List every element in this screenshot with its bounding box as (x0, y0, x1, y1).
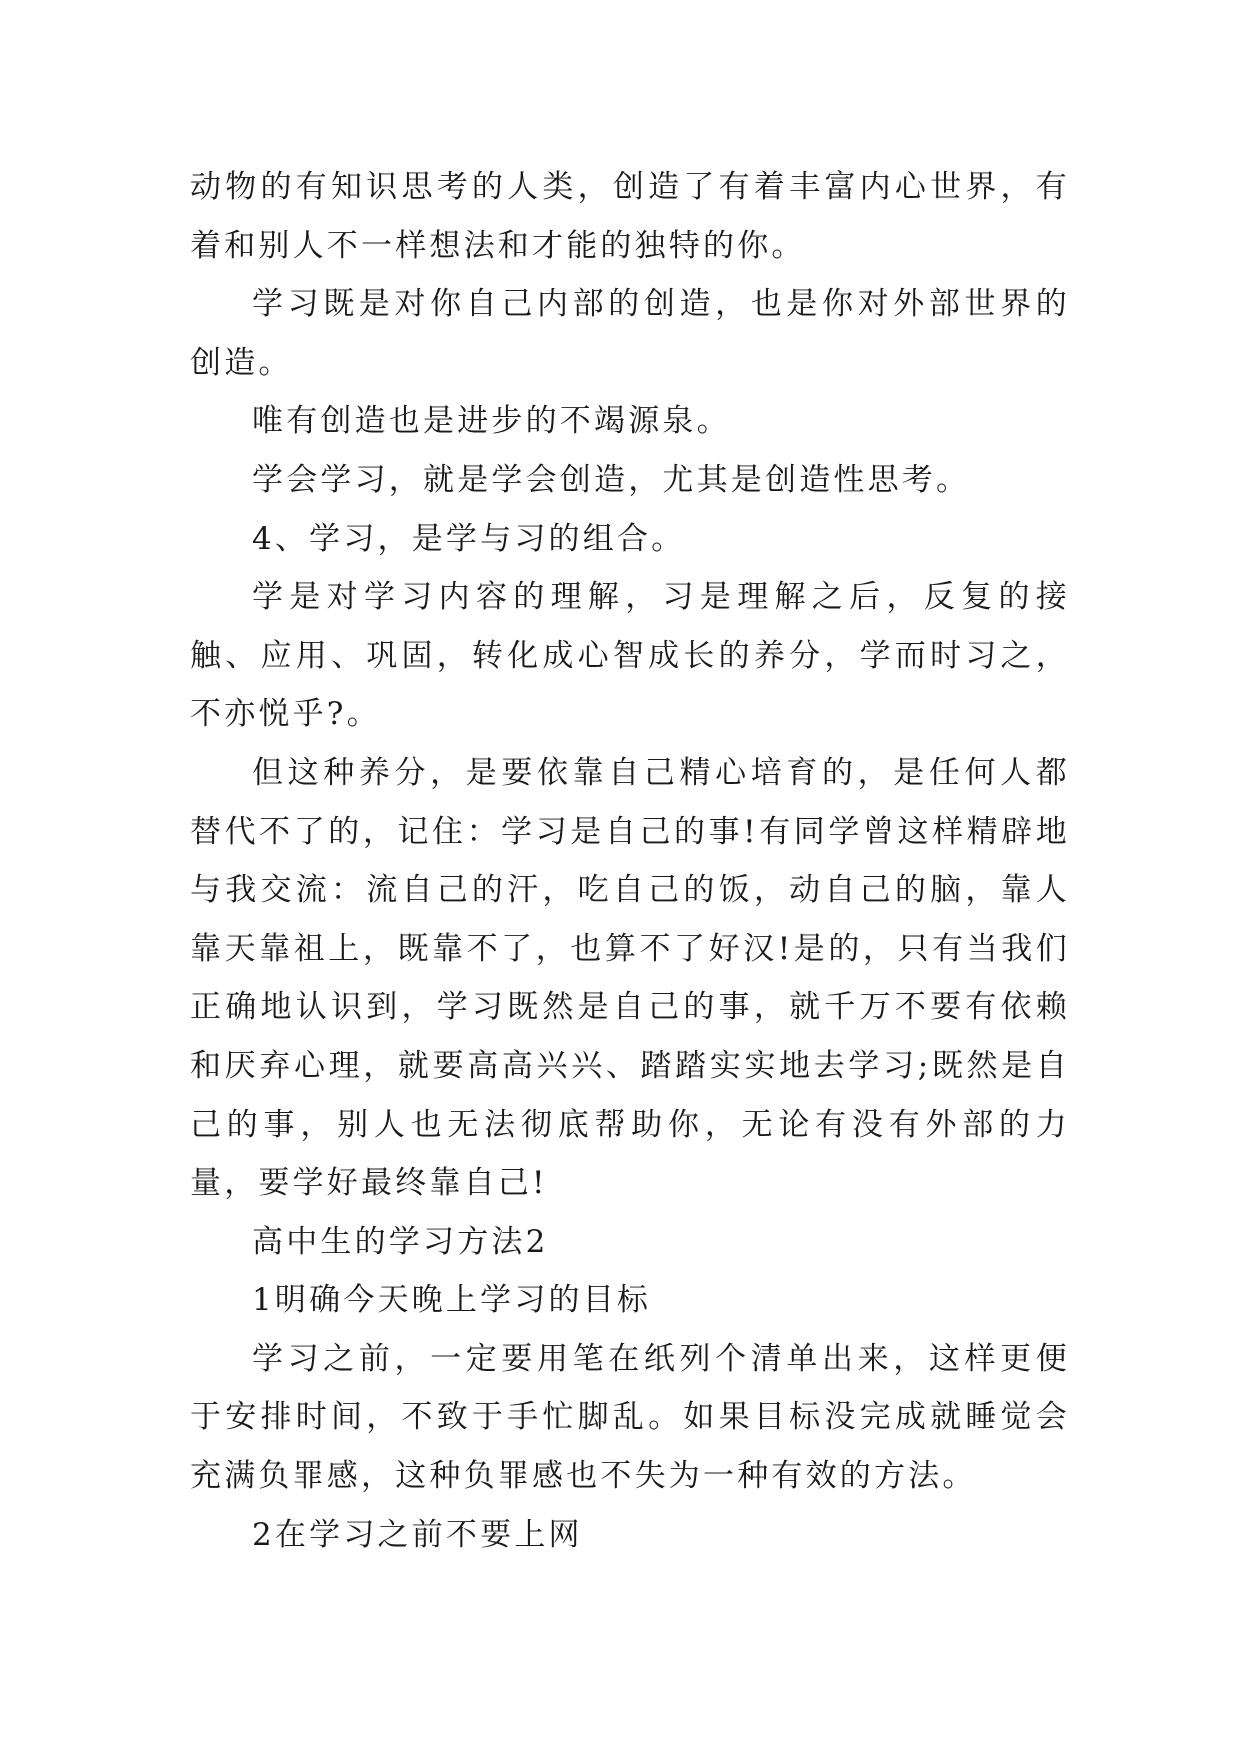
paragraph: 但这种养分，是要依靠自己精心培育的，是任何人都替代不了的，记住：学习是自己的事!有同学曾这样精辟地与我交流：流自己的汗，吃自己的饭，动自己的脑，靠人靠天靠祖上，既靠不了，也算不了好汉!是的，只有当我们正确地认识到，学习既然是自己的事，就千万不要有依赖和厌弃心理，就要高高兴兴、踏踏实实地去学习;既然是自己的事，别人也无法彻底帮助你，无论有没有外部的力量，要学好最终靠自己! (190, 754, 1070, 1202)
paragraph: 学是对学习内容的理解，习是理解之后，反复的接触、应用、巩固，转化成心智成长的养分，学而时习之，不亦悦乎?。 (190, 579, 1070, 733)
paragraph: 唯有创造也是进步的不竭源泉。 (252, 403, 731, 440)
paragraph: 学会学习，就是学会创造，尤其是创造性思考。 (252, 461, 971, 498)
paragraph-continuation: 动物的有知识思考的人类，创造了有着丰富内心世界，有着和别人不一样想法和才能的独特的你。 (190, 169, 1070, 264)
subsection-heading: 2在学习之前不要上网 (252, 1516, 583, 1553)
paragraph: 学习既是对你自己内部的创造，也是你对外部世界的创造。 (190, 286, 1070, 381)
section-point-heading: 4、学习，是学与习的组合。 (252, 520, 686, 557)
section-heading: 高中生的学习方法2 (252, 1223, 549, 1260)
subsection-heading: 1明确今天晚上学习的目标 (252, 1282, 652, 1319)
document-body (190, 158, 1070, 1564)
paragraph: 学习之前，一定要用笔在纸列个清单出来，这样更便于安排时间，不致于手忙脚乱。如果目标没完成就睡觉会充满负罪感，这种负罪感也不失为一种有效的方法。 (190, 1340, 1070, 1495)
